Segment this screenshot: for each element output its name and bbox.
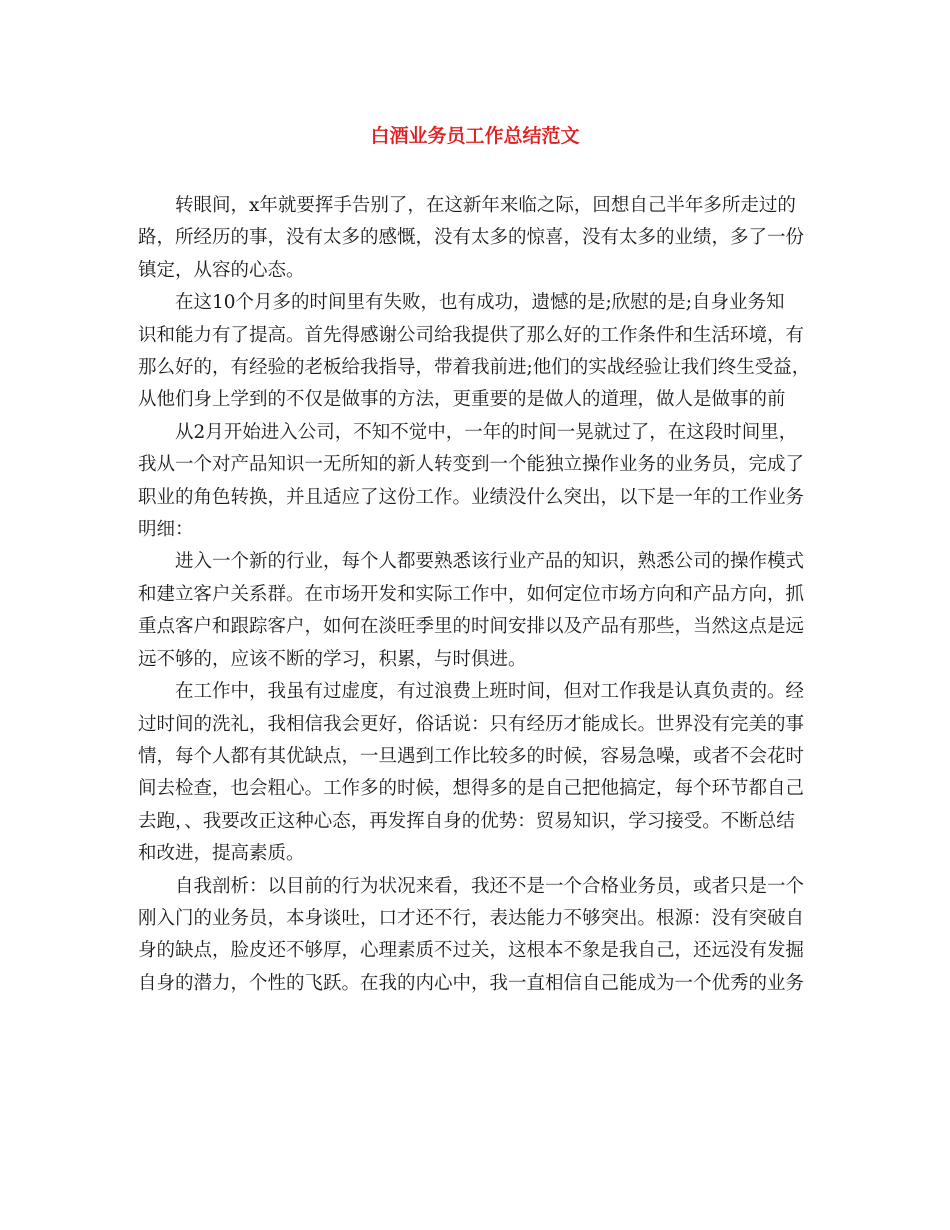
text-line: 从他们身上学到的不仅是做事的方法，更重要的是做人的道理，做人是做事的前 <box>138 389 786 411</box>
text-line: 职业的角色转换，并且适应了这份工作。业绩没什么突出，以下是一年的工作业务 <box>138 486 805 508</box>
text-line: 情，每个人都有其优缺点，一旦遇到工作比较多的时候，容易急噪，或者不会花时 <box>138 745 805 767</box>
paragraph-2 <box>138 287 814 417</box>
text-line: 过时间的洗礼，我相信我会更好，俗话说：只有经历才能成长。世界没有完美的事 <box>138 713 805 735</box>
text-line: 镇定，从容的心态。 <box>138 259 305 281</box>
paragraph-6 <box>138 871 814 1001</box>
paragraph-5 <box>138 676 814 870</box>
text-line: 刚入门的业务员，本身谈吐，口才还不行，表达能力不够突出。根源：没有突破自 <box>138 907 805 929</box>
text-line: 我从一个对产品知识一无所知的新人转变到一个能独立操作业务的业务员，完成了 <box>138 454 805 476</box>
text-line: 识和能力有了提高。首先得感谢公司给我提供了那么好的工作条件和生活环境，有 <box>138 324 805 346</box>
text-line: 转眼间，x年就要挥手告别了，在这新年来临之际，回想自己半年多所走过的 <box>175 195 796 216</box>
text-line: 明细： <box>138 519 194 541</box>
text-line: 从2月开始进入公司，不知不觉中，一年的时间一晃就过了，在这段时间里， <box>175 421 798 443</box>
text-line: 和建立客户关系群。在市场开发和实际工作中，如何定位市场方向和产品方向，抓 <box>138 583 805 605</box>
text-line: 身的缺点，脸皮还不够厚，心理素质不过关，这根本不象是我自己，还远没有发掘 <box>138 940 805 962</box>
text-line: 自我剖析：以目前的行为状况来看，我还不是一个合格业务员，或者只是一个 <box>175 875 805 897</box>
text-line: 进入一个新的行业，每个人都要熟悉该行业产品的知识，熟悉公司的操作模式 <box>175 551 805 573</box>
paragraph-1 <box>138 190 814 287</box>
text-line: 自身的潜力，个性的飞跃。在我的内心中，我一直相信自己能成为一个优秀的业务 <box>138 972 805 994</box>
text-line: 间去检查，也会粗心。工作多的时候，想得多的是自己把他搞定，每个环节都自己 <box>138 778 805 800</box>
text-line: 远不够的，应该不断的学习，积累，与时俱进。 <box>138 648 527 670</box>
paragraph-3 <box>138 417 814 547</box>
document-title: 白酒业务员工作总结范文 <box>370 125 580 147</box>
text-line: 和改进，提高素质。 <box>138 843 305 865</box>
paragraph-4 <box>138 546 814 676</box>
text-line: 在这10个月多的时间里有失败，也有成功，遗憾的是;欣慰的是;自身业务知 <box>175 292 785 314</box>
text-line: 在工作中，我虽有过虚度，有过浪费上班时间，但对工作我是认真负责的。经 <box>175 681 805 703</box>
text-line: 去跑，、我要改正这种心态，再发挥自身的优势：贸易知识，学习接受。不断总结 <box>138 810 795 832</box>
text-line: 路，所经历的事，没有太多的感慨，没有太多的惊喜，没有太多的业绩，多了一份 <box>138 227 805 249</box>
text-line: 那么好的，有经验的老板给我指导，带着我前进;他们的实战经验让我们终生受益， <box>138 357 811 379</box>
document-body <box>138 190 814 1000</box>
text-line: 重点客户和跟踪客户，如何在淡旺季里的时间安排以及产品有那些，当然这点是远 <box>138 616 805 638</box>
